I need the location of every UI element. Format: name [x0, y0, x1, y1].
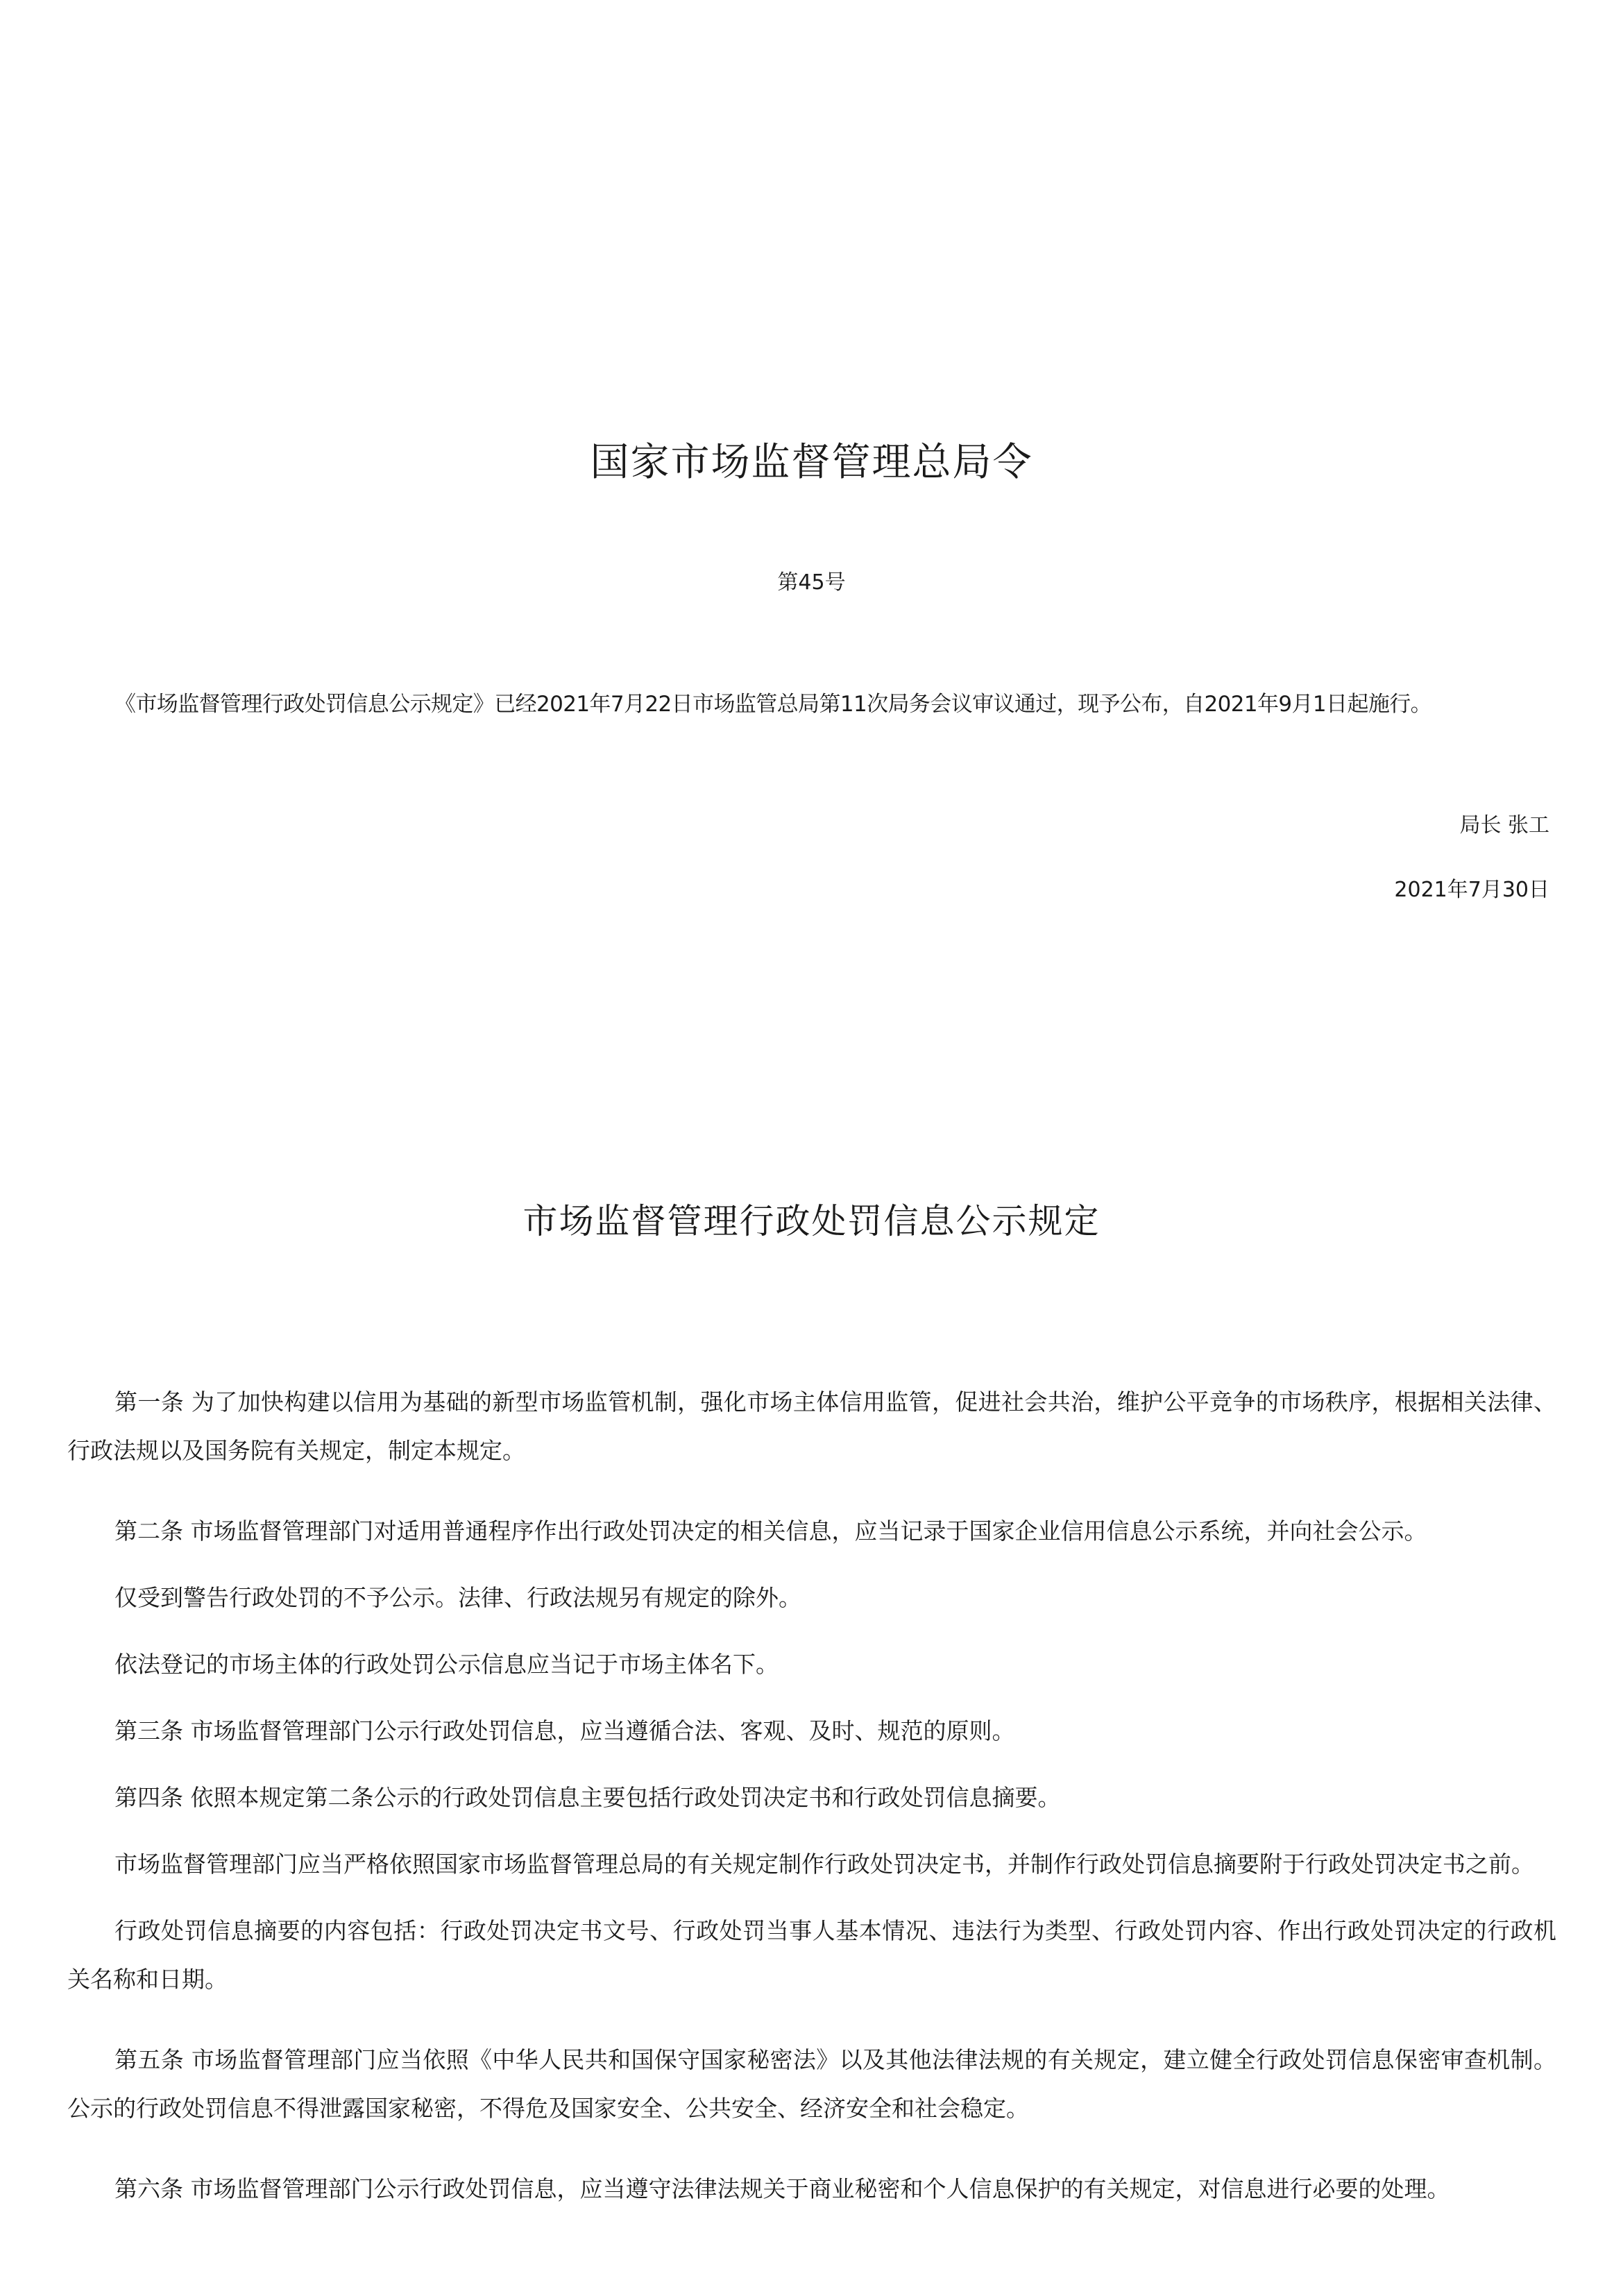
regulation-title: 市场监督管理行政处罚信息公示规定 [522, 1201, 1101, 1241]
article-5: 第五条 市场监督管理部门应当依照《中华人民共和国保守国家秘密法》以及其他法律法规的有关规定，建立健全行政处罚信息保密审查机制。公示的行政处罚信息不得泄露国家秘密，不得危及国家安全、公共安全、经济安全和社会稳定。 [67, 2046, 1556, 2122]
article-1: 第一条 为了加快构建以信用为基础的新型市场监管机制，强化市场主体信用监管，促进社会共治，维护公平竞争的市场秩序，根据相关法律、行政法规以及国务院有关规定，制定本规定。 [67, 1388, 1556, 1464]
order-number: 第45号 [777, 570, 846, 595]
article-4-clause-2: 市场监督管理部门应当严格依照国家市场监督管理总局的有关规定制作行政处罚决定书，并制作行政处罚信息摘要附于行政处罚决定书之前。 [114, 1851, 1534, 1878]
signing-date: 2021年7月30日 [1394, 878, 1549, 902]
article-2-clause-2: 仅受到警告行政处罚的不予公示。法律、行政法规另有规定的除外。 [114, 1584, 801, 1611]
article-2: 第二条 市场监督管理部门对适用普通程序作出行政处罚决定的相关信息，应当记录于国家企业信用信息公示系统，并向社会公示。 [114, 1517, 1427, 1545]
article-6: 第六条 市场监督管理部门公示行政处罚信息，应当遵守法律法规关于商业秘密和个人信息保护的有关规定，对信息进行必要的处理。 [114, 2175, 1450, 2202]
announcement-paragraph: 《市场监督管理行政处罚信息公示规定》已经2021年7月22日市场监管总局第11次局务会议审议通过，现予公布，自2021年9月1日起施行。 [114, 692, 1432, 717]
article-2-clause-3: 依法登记的市场主体的行政处罚公示信息应当记于市场主体名下。 [114, 1651, 779, 1678]
article-4-clause-3: 行政处罚信息摘要的内容包括：行政处罚决定书文号、行政处罚当事人基本情况、违法行为类型、行政处罚内容、作出行政处罚决定的行政机关名称和日期。 [67, 1917, 1556, 1993]
order-title: 国家市场监督管理总局令 [590, 440, 1033, 485]
article-4: 第四条 依照本规定第二条公示的行政处罚信息主要包括行政处罚决定书和行政处罚信息摘要。 [114, 1784, 1061, 1811]
signatory: 局长 张工 [1459, 813, 1549, 837]
article-3: 第三条 市场监督管理部门公示行政处罚信息，应当遵循合法、客观、及时、规范的原则。 [114, 1717, 1015, 1744]
